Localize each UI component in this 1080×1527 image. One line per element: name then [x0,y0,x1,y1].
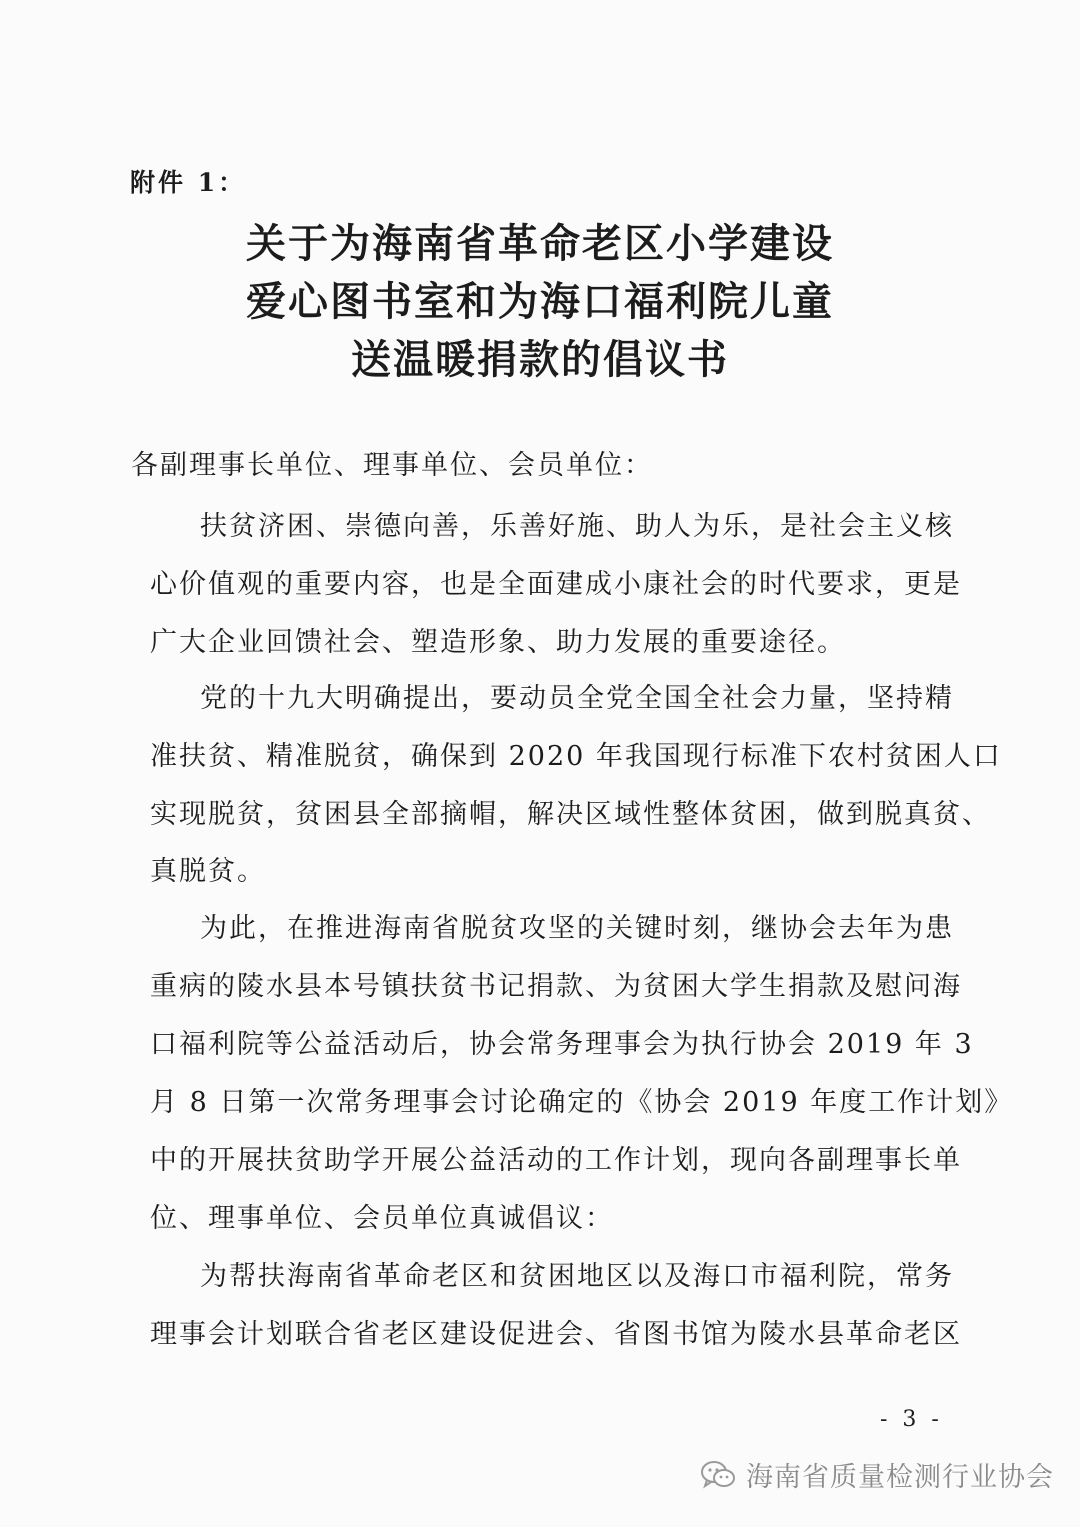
body-line: 实现脱贫，贫困县全部摘帽，解决区域性整体贫困，做到脱真贫、 [150,799,991,830]
wechat-watermark [700,1455,1054,1494]
body-line: 党的十九大明确提出，要动员全党全国全社会力量，坚持精 [200,683,954,714]
body-line: 中的开展扶贫助学开展公益活动的工作计划，现向各副理事长单 [150,1145,962,1176]
body-line: 月 8 日第一次常务理事会讨论确定的《协会 2019 年度工作计划》 [150,1087,1014,1118]
body-line: 重病的陵水县本号镇扶贫书记捐款、为贫困大学生捐款及慰问海 [150,971,962,1002]
body-line: 扶贫济困、崇德向善，乐善好施、助人为乐，是社会主义核 [200,511,954,542]
document-title-line-3: 送温暖捐款的倡议书 [351,336,729,383]
body-line: 口福利院等公益活动后，协会常务理事会为执行协会 2019 年 3 [150,1029,974,1060]
body-line: 理事会计划联合省老区建设促进会、省图书馆为陵水县革命老区 [150,1319,962,1350]
body-line: 为帮扶海南省革命老区和贫困地区以及海口市福利院，常务 [200,1261,954,1292]
body-line: 位、理事单位、会员单位真诚倡议： [150,1203,614,1234]
body-line: 心价值观的重要内容，也是全面建成小康社会的时代要求，更是 [150,569,962,600]
document-title-line-2: 爱心图书室和为海口福利院儿童 [246,278,834,325]
wechat-icon [700,1459,736,1491]
watermark-text: 海南省质量检测行业协会 [746,1462,1054,1493]
body-line: 真脱贫。 [150,856,266,887]
page-number: - 3 - [880,1407,943,1432]
body-line: 广大企业回馈社会、塑造形象、助力发展的重要途径。 [150,627,846,658]
body-line: 准扶贫、精准脱贫，确保到 2020 年我国现行标准下农村贫困人口 [150,741,1002,772]
document-title-line-1: 关于为海南省革命老区小学建设 [246,220,834,267]
salutation: 各副理事长单位、理事单位、会员单位： [131,450,653,481]
attachment-label: 附件 1： [130,168,247,197]
body-line: 为此，在推进海南省脱贫攻坚的关键时刻，继协会去年为患 [200,913,954,944]
